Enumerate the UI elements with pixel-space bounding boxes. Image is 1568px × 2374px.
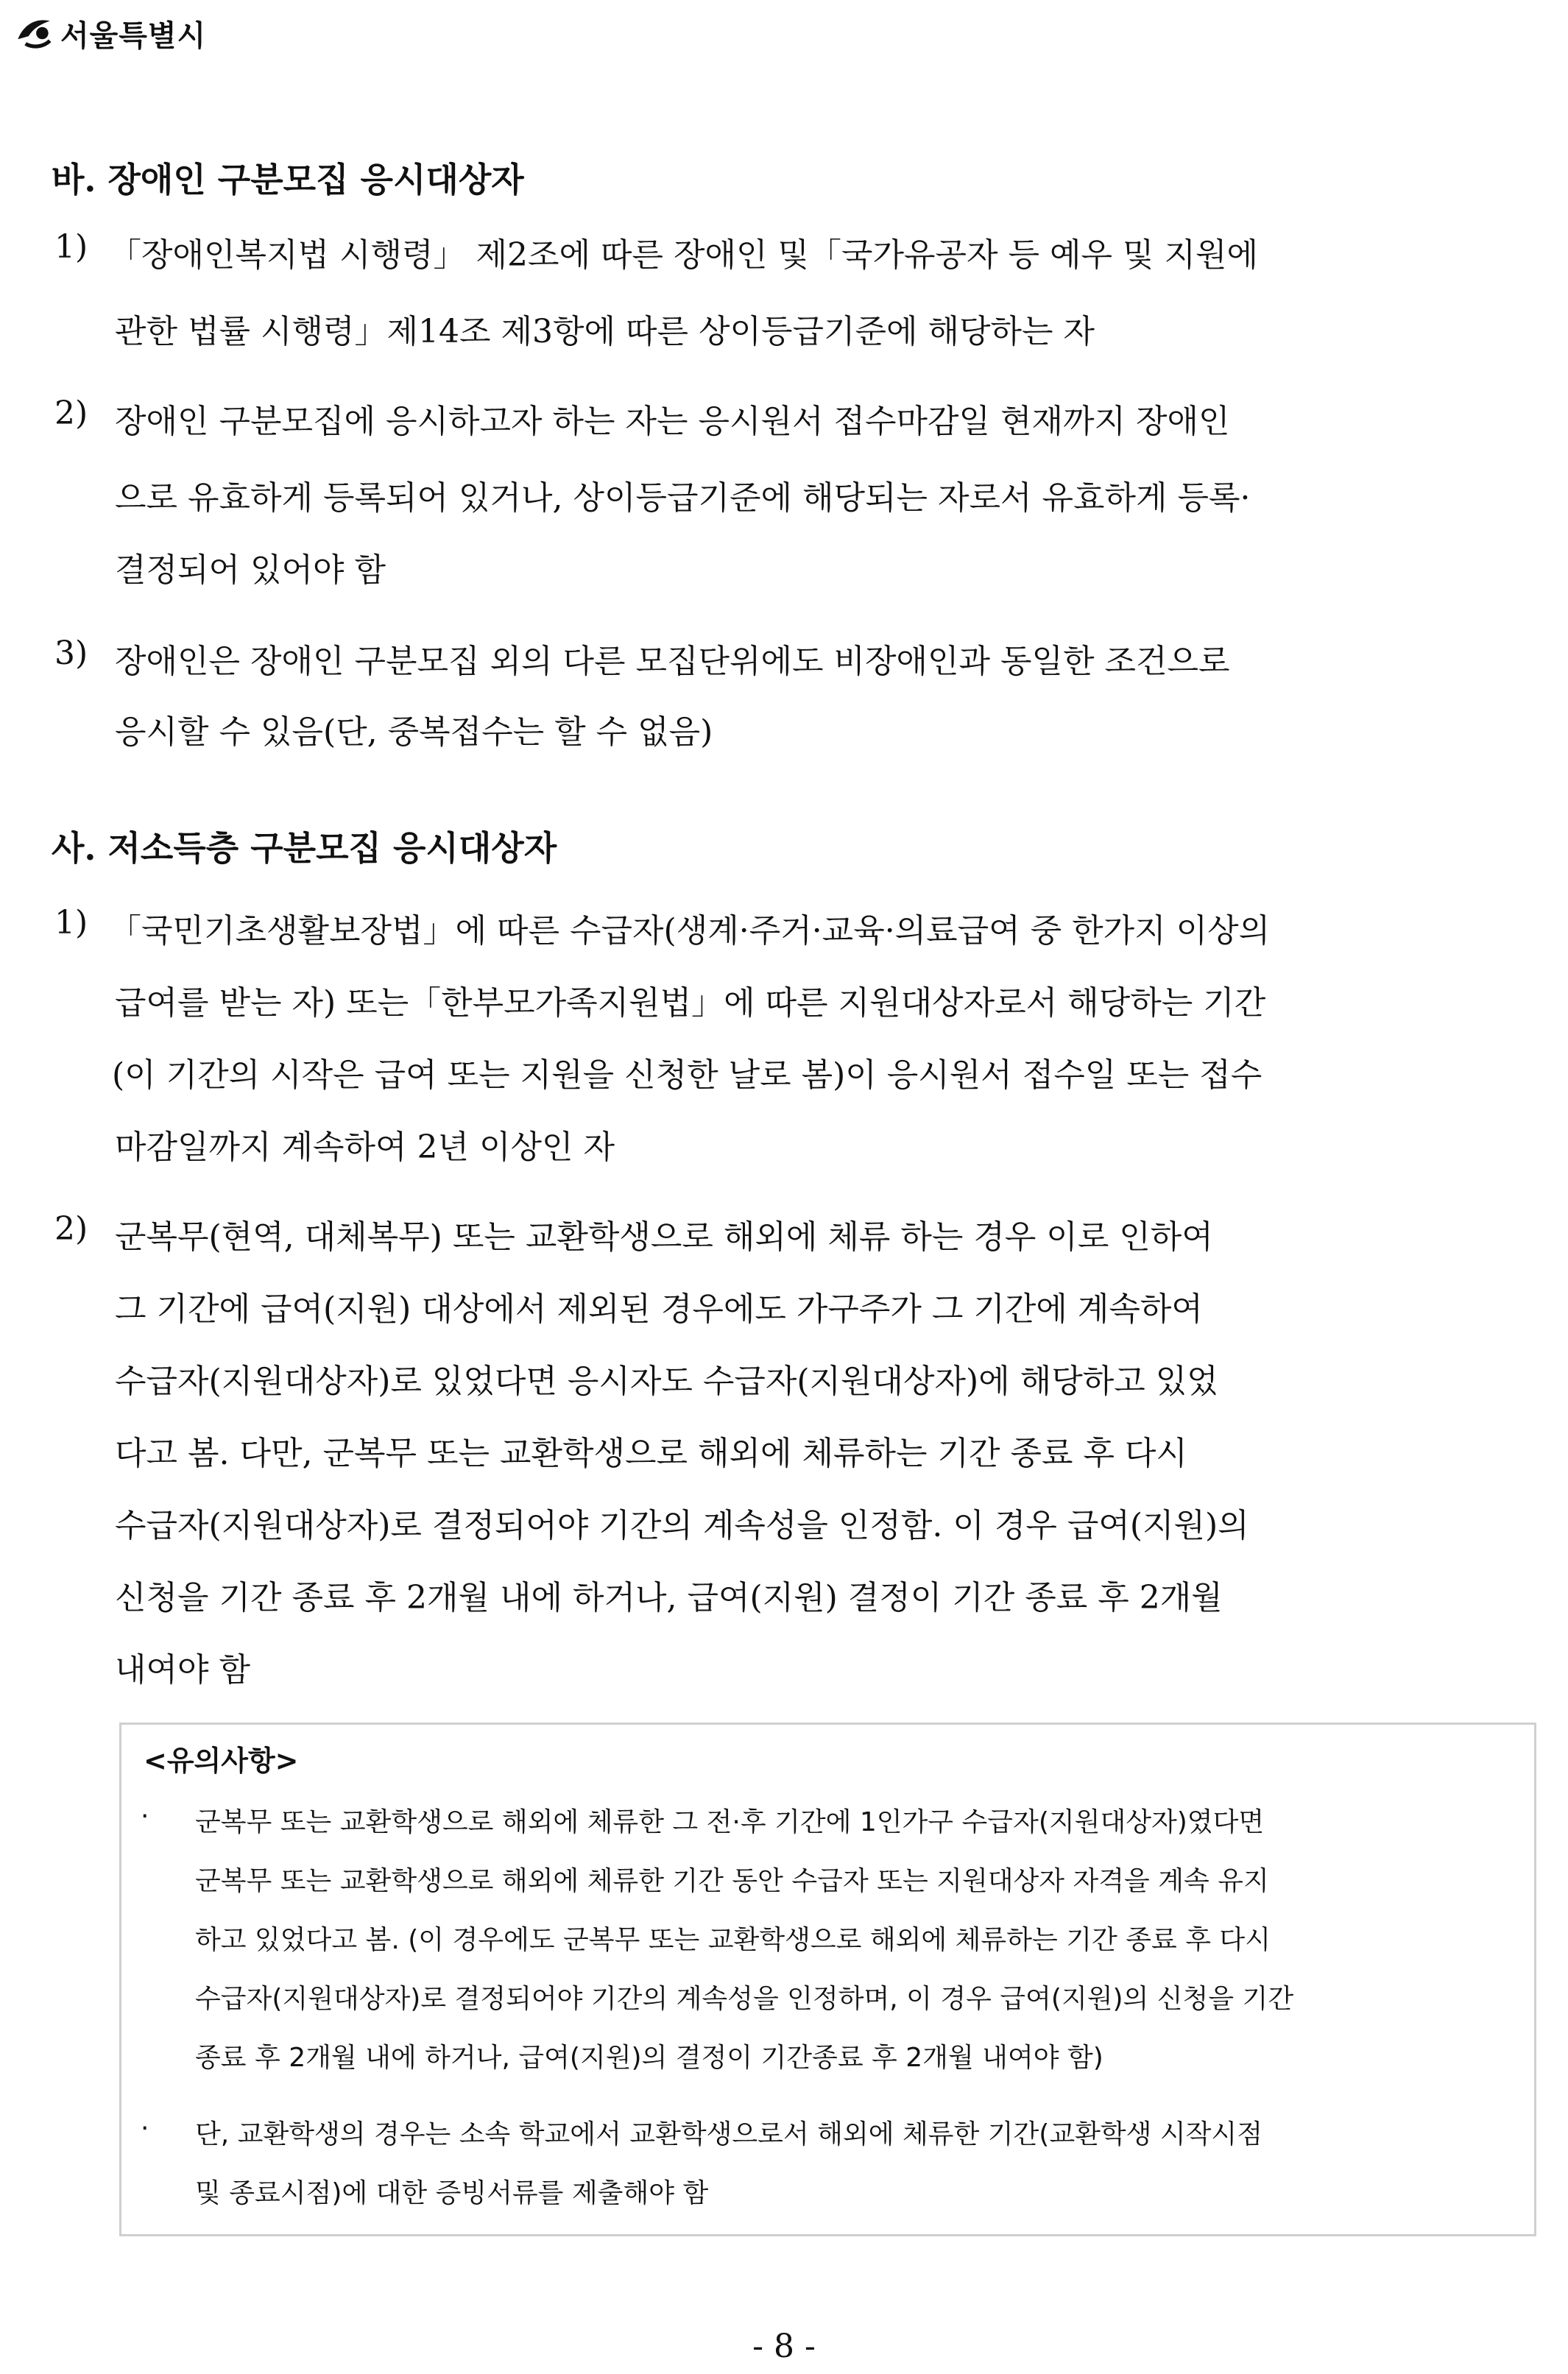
sa-item2-line4: 다고 봄. 다만, 군복무 또는 교환학생으로 해외에 체류하는 기간 종료 후 다시 [115,1435,1187,1472]
sa-item2-line1: 군복무(현역, 대체복무) 또는 교환학생으로 해외에 체류 하는 경우 이로 인하여 [115,1218,1213,1256]
sa-item2-line6: 신청을 기간 종료 후 2개월 내에 하거나, 급여(지원) 결정이 기간 종료 후 2개월 [115,1579,1223,1617]
sa-item1-line4: 마감일까지 계속하여 2년 이상인 자 [115,1128,615,1166]
notes-bullet-2-line1: 단, 교환학생의 경우는 소속 학교에서 교환학생으로서 해외에 체류한 기간(교환학생 시작시점 [195,2119,1262,2149]
logo-text: 서울특별시 [60,18,207,53]
ba-item2-line1: 장애인 구분모집에 응시하고자 하는 자는 응시원서 접수마감일 현재까지 장애인 [115,403,1230,440]
notes-bullet-1-line4: 수급자(지원대상자)로 결정되어야 기간의 계속성을 인정하며, 이 경우 급여(지원)의 신청을 기간 [195,1984,1294,2014]
section-sa-heading: 사. 저소득층 구분모집 응시대상자 [52,828,557,868]
ba-item1-num: 1) [54,228,88,266]
notes-bullet-2-marker: · [141,2113,149,2144]
notes-box [119,1723,1536,2236]
ba-item3-line2: 응시할 수 있음(단, 중복접수는 할 수 없음) [115,713,713,751]
sa-item2-line5: 수급자(지원대상자)로 결정되어야 기간의 계속성을 인정함. 이 경우 급여(지원)의 [115,1507,1249,1544]
sa-item1-num: 1) [54,904,88,942]
notes-bullet-2-line2: 및 종료시점)에 대한 증빙서류를 제출해야 함 [195,2178,709,2208]
ba-item2-line2: 으로 유효하게 등록되어 있거나, 상이등급기준에 해당되는 자로서 유효하게 등록· [115,479,1251,517]
sa-item2-line7: 내여야 함 [115,1651,251,1689]
sa-item1-line2: 급여를 받는 자) 또는「한부모가족지원법」에 따른 지원대상자로서 해당하는 기간 [115,984,1266,1022]
ba-item3-num: 3) [54,635,88,672]
sa-item2-line3: 수급자(지원대상자)로 있었다면 응시자도 수급자(지원대상자)에 해당하고 있었 [115,1363,1218,1400]
sa-item1-line3: (이 기간의 시작은 급여 또는 지원을 신청한 날로 봄)이 응시원서 접수일 또는 접수 [112,1056,1262,1094]
seoul-logo-icon [10,10,56,56]
sa-item2-num: 2) [54,1210,88,1248]
notes-bullet-1-line5: 종료 후 2개월 내에 하거나, 급여(지원)의 결정이 기간종료 후 2개월 내여야 함) [195,2043,1103,2073]
section-ba-heading: 바. 장애인 구분모집 응시대상자 [52,160,524,199]
sa-item1-line1: 「국민기초생활보장법」에 따른 수급자(생계·주거·교육·의료급여 중 한가지 이상의 [109,912,1271,950]
notes-bullet-1-line2: 군복무 또는 교환학생으로 해외에 체류한 기간 동안 수급자 또는 지원대상자 자격을 계속 유지 [195,1866,1269,1896]
notes-bullet-1-line3: 하고 있었다고 봄. (이 경우에도 군복무 또는 교환학생으로 해외에 체류하는 기간 종료 후 다시 [195,1925,1271,1955]
ba-item3-line1: 장애인은 장애인 구분모집 외의 다른 모집단위에도 비장애인과 동일한 조건으로 [115,643,1230,680]
notes-title: <유의사항> [144,1745,299,1777]
notes-bullet-1-marker: · [141,1801,149,1831]
seoul-logo [10,10,206,56]
ba-item2-num: 2) [54,395,88,432]
ba-item1-line2: 관한 법률 시행령」제14조 제3항에 따른 상이등급기준에 해당하는 자 [115,313,1095,350]
sa-item2-line2: 그 기간에 급여(지원) 대상에서 제외된 경우에도 가구주가 그 기간에 계속하여 [115,1290,1203,1328]
notes-bullet-1-line1: 군복무 또는 교환학생으로 해외에 체류한 그 전·후 기간에 1인가구 수급자(지원대상자)였다면 [195,1807,1265,1837]
ba-item1-line1: 「장애인복지법 시행령」 제2조에 따른 장애인 및「국가유공자 등 예우 및 지원에 [109,236,1258,274]
page-number: - 8 - [752,2328,816,2365]
ba-item2-line3: 결정되어 있어야 함 [115,551,386,589]
